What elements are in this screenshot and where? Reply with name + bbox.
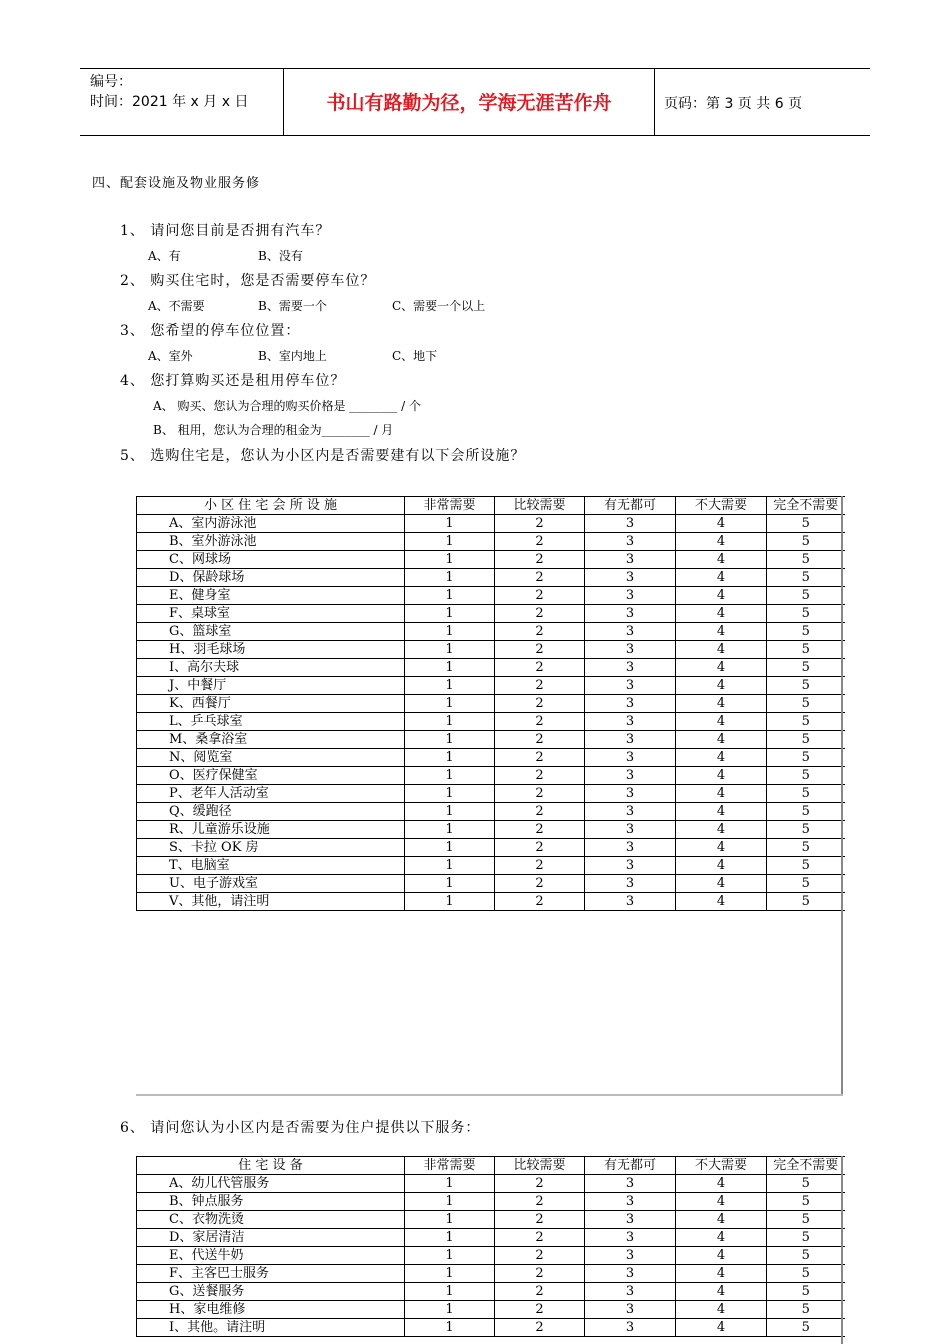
rating-cell[interactable]: 3 bbox=[585, 695, 676, 713]
rating-cell[interactable]: 2 bbox=[495, 551, 585, 569]
rating-cell[interactable]: 3 bbox=[585, 677, 676, 695]
header-divider-left bbox=[283, 68, 284, 136]
table-row bbox=[137, 659, 845, 677]
services-frame-right bbox=[841, 1156, 843, 1344]
rating-cell[interactable]: 2 bbox=[495, 695, 585, 713]
rating-cell[interactable]: 3 bbox=[585, 1247, 676, 1265]
rating-cell[interactable]: 1 bbox=[405, 623, 495, 641]
rating-cell[interactable]: 2 bbox=[495, 623, 585, 641]
rating-cell[interactable]: 5 bbox=[767, 1247, 845, 1265]
rating-cell[interactable]: 4 bbox=[676, 1175, 767, 1193]
rating-cell[interactable]: 5 bbox=[767, 839, 845, 857]
rating-cell[interactable]: 5 bbox=[767, 785, 845, 803]
rating-cell[interactable]: 3 bbox=[585, 749, 676, 767]
rating-cell[interactable]: 1 bbox=[405, 1283, 495, 1301]
rating-cell[interactable]: 4 bbox=[676, 1283, 767, 1301]
rating-cell[interactable]: 4 bbox=[676, 551, 767, 569]
q2-option-a[interactable]: A、不需要 bbox=[148, 299, 205, 313]
q1-option-a[interactable]: A、有 bbox=[148, 249, 181, 263]
rating-cell[interactable]: 3 bbox=[585, 1301, 676, 1319]
rating-cell[interactable]: 4 bbox=[676, 1301, 767, 1319]
row-label: D、保龄球场 bbox=[137, 569, 405, 587]
table-row bbox=[137, 1283, 845, 1301]
rating-cell[interactable]: 1 bbox=[405, 1319, 495, 1337]
table-row bbox=[137, 1229, 845, 1247]
header-cell-rating: 完全不需要 bbox=[767, 1157, 845, 1175]
rating-cell[interactable]: 2 bbox=[495, 731, 585, 749]
header-top-rule bbox=[80, 68, 870, 69]
rating-cell[interactable]: 2 bbox=[495, 749, 585, 767]
rating-cell[interactable]: 3 bbox=[585, 641, 676, 659]
rating-cell[interactable]: 4 bbox=[676, 623, 767, 641]
row-label: H、羽毛球场 bbox=[137, 641, 405, 659]
table-row bbox=[137, 767, 845, 785]
table-row bbox=[137, 1211, 845, 1229]
rating-cell[interactable]: 1 bbox=[405, 893, 495, 911]
row-label: V、其他，请注明 bbox=[137, 893, 405, 911]
rating-cell[interactable]: 2 bbox=[495, 1247, 585, 1265]
row-label: C、网球场 bbox=[137, 551, 405, 569]
row-label: G、篮球室 bbox=[137, 623, 405, 641]
row-label: E、健身室 bbox=[137, 587, 405, 605]
table-row bbox=[137, 713, 845, 731]
row-label: C、衣物洗烫 bbox=[137, 1211, 405, 1229]
q4-option-buy[interactable]: A、 购买、您认为合理的购买价格是 ________ / 个 bbox=[153, 399, 421, 413]
row-label: P、老年人活动室 bbox=[137, 785, 405, 803]
rating-cell[interactable]: 2 bbox=[495, 587, 585, 605]
rating-cell[interactable]: 4 bbox=[676, 821, 767, 839]
table-row bbox=[137, 821, 845, 839]
header-cell-item: 住 宅 设 备 bbox=[137, 1157, 405, 1175]
rating-cell[interactable]: 4 bbox=[676, 677, 767, 695]
table-row bbox=[137, 785, 845, 803]
table-row bbox=[137, 803, 845, 821]
page-number: 页码：第 3 页 共 6 页 bbox=[664, 96, 803, 112]
rating-cell[interactable]: 4 bbox=[676, 569, 767, 587]
rating-cell[interactable]: 4 bbox=[676, 713, 767, 731]
table-row bbox=[137, 605, 845, 623]
row-label: F、桌球室 bbox=[137, 605, 405, 623]
rating-cell[interactable]: 1 bbox=[405, 821, 495, 839]
rating-cell[interactable]: 2 bbox=[495, 1301, 585, 1319]
rating-cell[interactable]: 3 bbox=[585, 659, 676, 677]
rating-cell[interactable]: 3 bbox=[585, 533, 676, 551]
table-row bbox=[137, 1319, 845, 1337]
table-row bbox=[137, 533, 845, 551]
rating-cell[interactable]: 3 bbox=[585, 1211, 676, 1229]
row-label: G、送餐服务 bbox=[137, 1283, 405, 1301]
table-row bbox=[137, 749, 845, 767]
rating-cell[interactable]: 1 bbox=[405, 641, 495, 659]
rating-cell[interactable]: 1 bbox=[405, 803, 495, 821]
row-label: A、幼儿代管服务 bbox=[137, 1175, 405, 1193]
rating-cell[interactable]: 1 bbox=[405, 659, 495, 677]
rating-cell[interactable]: 4 bbox=[676, 515, 767, 533]
rating-cell[interactable]: 3 bbox=[585, 569, 676, 587]
question-6: 6、 请问您认为小区内是否需要为住户提供以下服务： bbox=[120, 1120, 481, 1136]
question-4: 4、 您打算购买还是租用停车位？ bbox=[120, 373, 346, 389]
row-label: T、电脑室 bbox=[137, 857, 405, 875]
question-3: 3、 您希望的停车位位置： bbox=[120, 323, 301, 339]
facilities-header-row bbox=[137, 497, 845, 515]
services-header-row bbox=[137, 1157, 845, 1175]
rating-cell[interactable]: 5 bbox=[767, 731, 845, 749]
rating-cell[interactable]: 5 bbox=[767, 821, 845, 839]
header-cell-rating: 有无都可 bbox=[585, 497, 676, 515]
rating-cell[interactable]: 2 bbox=[495, 533, 585, 551]
rating-cell[interactable]: 5 bbox=[767, 1229, 845, 1247]
rating-cell[interactable]: 5 bbox=[767, 1265, 845, 1283]
rating-cell[interactable]: 3 bbox=[585, 875, 676, 893]
rating-cell[interactable]: 3 bbox=[585, 839, 676, 857]
header-cell-rating: 比较需要 bbox=[495, 497, 585, 515]
table-row bbox=[137, 1301, 845, 1319]
row-label: B、钟点服务 bbox=[137, 1193, 405, 1211]
rating-cell[interactable]: 5 bbox=[767, 533, 845, 551]
header-motto: 书山有路勤为径，学海无涯苦作舟 bbox=[326, 92, 612, 114]
rating-cell[interactable]: 2 bbox=[495, 569, 585, 587]
rating-cell[interactable]: 3 bbox=[585, 587, 676, 605]
rating-cell[interactable]: 5 bbox=[767, 1319, 845, 1337]
table-row bbox=[137, 641, 845, 659]
rating-cell[interactable]: 5 bbox=[767, 803, 845, 821]
rating-cell[interactable]: 3 bbox=[585, 623, 676, 641]
rating-cell[interactable]: 1 bbox=[405, 1247, 495, 1265]
facilities-frame-right bbox=[841, 496, 843, 1096]
rating-cell[interactable]: 3 bbox=[585, 731, 676, 749]
table-row bbox=[137, 551, 845, 569]
facilities-table bbox=[136, 496, 845, 911]
rating-cell[interactable]: 4 bbox=[676, 857, 767, 875]
rating-cell[interactable]: 3 bbox=[585, 605, 676, 623]
rating-cell[interactable]: 1 bbox=[405, 1301, 495, 1319]
rating-cell[interactable]: 1 bbox=[405, 605, 495, 623]
q2-option-b[interactable]: B、需要一个 bbox=[258, 299, 327, 313]
rating-cell[interactable]: 1 bbox=[405, 1193, 495, 1211]
rating-cell[interactable]: 5 bbox=[767, 1283, 845, 1301]
rating-cell[interactable]: 4 bbox=[676, 605, 767, 623]
rating-cell[interactable]: 3 bbox=[585, 767, 676, 785]
rating-cell[interactable]: 2 bbox=[495, 713, 585, 731]
row-label: R、儿童游乐设施 bbox=[137, 821, 405, 839]
rating-cell[interactable]: 1 bbox=[405, 551, 495, 569]
table-row bbox=[137, 893, 845, 911]
rating-cell[interactable]: 1 bbox=[405, 695, 495, 713]
rating-cell[interactable]: 5 bbox=[767, 515, 845, 533]
rating-cell[interactable]: 4 bbox=[676, 893, 767, 911]
rating-cell[interactable]: 1 bbox=[405, 587, 495, 605]
rating-cell[interactable]: 5 bbox=[767, 875, 845, 893]
row-label: I、高尔夫球 bbox=[137, 659, 405, 677]
rating-cell[interactable]: 2 bbox=[495, 767, 585, 785]
rating-cell[interactable]: 5 bbox=[767, 713, 845, 731]
rating-cell[interactable]: 1 bbox=[405, 533, 495, 551]
rating-cell[interactable]: 4 bbox=[676, 1211, 767, 1229]
rating-cell[interactable]: 2 bbox=[495, 1283, 585, 1301]
rating-cell[interactable]: 2 bbox=[495, 875, 585, 893]
rating-cell[interactable]: 2 bbox=[495, 803, 585, 821]
rating-cell[interactable]: 5 bbox=[767, 569, 845, 587]
rating-cell[interactable]: 2 bbox=[495, 1193, 585, 1211]
q3-option-b[interactable]: B、室内地上 bbox=[258, 349, 327, 363]
rating-cell[interactable]: 4 bbox=[676, 875, 767, 893]
table-row bbox=[137, 695, 845, 713]
rating-cell[interactable]: 2 bbox=[495, 1265, 585, 1283]
row-label: D、家居清洁 bbox=[137, 1229, 405, 1247]
rating-cell[interactable]: 2 bbox=[495, 659, 585, 677]
rating-cell[interactable]: 2 bbox=[495, 1229, 585, 1247]
rating-cell[interactable]: 4 bbox=[676, 803, 767, 821]
table-row bbox=[137, 623, 845, 641]
rating-cell[interactable]: 2 bbox=[495, 821, 585, 839]
rating-cell[interactable]: 5 bbox=[767, 857, 845, 875]
rating-cell[interactable]: 2 bbox=[495, 605, 585, 623]
time-label: 时间：2021 年 x 月 x 日 bbox=[90, 94, 249, 110]
rating-cell[interactable]: 1 bbox=[405, 1175, 495, 1193]
rating-cell[interactable]: 5 bbox=[767, 893, 845, 911]
rating-cell[interactable]: 2 bbox=[495, 641, 585, 659]
rating-cell[interactable]: 3 bbox=[585, 1229, 676, 1247]
rating-cell[interactable]: 1 bbox=[405, 1229, 495, 1247]
row-label: N、阅览室 bbox=[137, 749, 405, 767]
header-cell-rating: 完全不需要 bbox=[767, 497, 845, 515]
rating-cell[interactable]: 4 bbox=[676, 641, 767, 659]
rating-cell[interactable]: 4 bbox=[676, 659, 767, 677]
rating-cell[interactable]: 3 bbox=[585, 515, 676, 533]
rating-cell[interactable]: 2 bbox=[495, 1175, 585, 1193]
table-row bbox=[137, 569, 845, 587]
header-cell-rating: 非常需要 bbox=[405, 497, 495, 515]
row-label: L、乒乓球室 bbox=[137, 713, 405, 731]
rating-cell[interactable]: 3 bbox=[585, 893, 676, 911]
rating-cell[interactable]: 4 bbox=[676, 587, 767, 605]
rating-cell[interactable]: 3 bbox=[585, 821, 676, 839]
rating-cell[interactable]: 1 bbox=[405, 569, 495, 587]
rating-cell[interactable]: 2 bbox=[495, 1211, 585, 1229]
table-row bbox=[137, 857, 845, 875]
rating-cell[interactable]: 5 bbox=[767, 1193, 845, 1211]
table-row bbox=[137, 839, 845, 857]
rating-cell[interactable]: 5 bbox=[767, 677, 845, 695]
table-row bbox=[137, 1175, 845, 1193]
row-label: O、医疗保健室 bbox=[137, 767, 405, 785]
rating-cell[interactable]: 4 bbox=[676, 1319, 767, 1337]
rating-cell[interactable]: 3 bbox=[585, 1283, 676, 1301]
rating-cell[interactable]: 4 bbox=[676, 767, 767, 785]
rating-cell[interactable]: 3 bbox=[585, 713, 676, 731]
header-cell-rating: 不大需要 bbox=[676, 1157, 767, 1175]
header-cell-rating: 比较需要 bbox=[495, 1157, 585, 1175]
row-label: U、电子游戏室 bbox=[137, 875, 405, 893]
rating-cell[interactable]: 1 bbox=[405, 731, 495, 749]
row-label: K、西餐厅 bbox=[137, 695, 405, 713]
table-row bbox=[137, 1265, 845, 1283]
rating-cell[interactable]: 4 bbox=[676, 785, 767, 803]
rating-cell[interactable]: 1 bbox=[405, 785, 495, 803]
q3-option-a[interactable]: A、室外 bbox=[148, 349, 193, 363]
row-label: I、其他。请注明 bbox=[137, 1319, 405, 1337]
rating-cell[interactable]: 3 bbox=[585, 803, 676, 821]
rating-cell[interactable]: 5 bbox=[767, 623, 845, 641]
q2-option-c[interactable]: C、需要一个以上 bbox=[392, 299, 486, 313]
rating-cell[interactable]: 1 bbox=[405, 749, 495, 767]
section-title: 四、配套设施及物业服务修 bbox=[92, 176, 261, 191]
rating-cell[interactable]: 1 bbox=[405, 1211, 495, 1229]
rating-cell[interactable]: 3 bbox=[585, 1319, 676, 1337]
rating-cell[interactable]: 1 bbox=[405, 515, 495, 533]
rating-cell[interactable]: 4 bbox=[676, 1229, 767, 1247]
header-cell-rating: 非常需要 bbox=[405, 1157, 495, 1175]
code-label: 编号： bbox=[90, 74, 132, 90]
rating-cell[interactable]: 3 bbox=[585, 1265, 676, 1283]
rating-cell[interactable]: 3 bbox=[585, 551, 676, 569]
rating-cell[interactable]: 1 bbox=[405, 1265, 495, 1283]
question-2: 2、 购买住宅时，您是否需要停车位？ bbox=[120, 273, 376, 289]
rating-cell[interactable]: 4 bbox=[676, 749, 767, 767]
question-5: 5、 选购住宅是，您认为小区内是否需要建有以下会所设施？ bbox=[120, 448, 526, 464]
rating-cell[interactable]: 4 bbox=[676, 1265, 767, 1283]
table-row bbox=[137, 1247, 845, 1265]
q3-option-c[interactable]: C、地下 bbox=[392, 349, 438, 363]
rating-cell[interactable]: 2 bbox=[495, 1319, 585, 1337]
rating-cell[interactable]: 1 bbox=[405, 713, 495, 731]
rating-cell[interactable]: 4 bbox=[676, 1193, 767, 1211]
rating-cell[interactable]: 5 bbox=[767, 767, 845, 785]
rating-cell[interactable]: 4 bbox=[676, 731, 767, 749]
table-row bbox=[137, 875, 845, 893]
table-row bbox=[137, 587, 845, 605]
rating-cell[interactable]: 1 bbox=[405, 767, 495, 785]
rating-cell[interactable]: 1 bbox=[405, 677, 495, 695]
rating-cell[interactable]: 2 bbox=[495, 893, 585, 911]
row-label: A、室内游泳池 bbox=[137, 515, 405, 533]
q1-option-b[interactable]: B、没有 bbox=[258, 249, 303, 263]
rating-cell[interactable]: 2 bbox=[495, 857, 585, 875]
rating-cell[interactable]: 5 bbox=[767, 695, 845, 713]
header-cell-item: 小 区 住 宅 会 所 设 施 bbox=[137, 497, 405, 515]
rating-cell[interactable]: 3 bbox=[585, 857, 676, 875]
rating-cell[interactable]: 2 bbox=[495, 515, 585, 533]
table-row bbox=[137, 1193, 845, 1211]
rating-cell[interactable]: 3 bbox=[585, 1175, 676, 1193]
rating-cell[interactable]: 5 bbox=[767, 587, 845, 605]
header-divider-right bbox=[654, 68, 655, 136]
rating-cell[interactable]: 1 bbox=[405, 857, 495, 875]
row-label: Q、缓跑径 bbox=[137, 803, 405, 821]
header-bottom-rule bbox=[80, 135, 870, 136]
row-label: J、中餐厅 bbox=[137, 677, 405, 695]
rating-cell[interactable]: 4 bbox=[676, 695, 767, 713]
header-cell-rating: 不大需要 bbox=[676, 497, 767, 515]
rating-cell[interactable]: 5 bbox=[767, 1301, 845, 1319]
rating-cell[interactable]: 4 bbox=[676, 533, 767, 551]
table-row bbox=[137, 677, 845, 695]
row-label: M、桑拿浴室 bbox=[137, 731, 405, 749]
header-cell-rating: 有无都可 bbox=[585, 1157, 676, 1175]
rating-cell[interactable]: 2 bbox=[495, 839, 585, 857]
row-label: H、家电维修 bbox=[137, 1301, 405, 1319]
rating-cell[interactable]: 5 bbox=[767, 749, 845, 767]
table-row bbox=[137, 515, 845, 533]
row-label: F、主客巴士服务 bbox=[137, 1265, 405, 1283]
q4-option-rent[interactable]: B、 租用，您认为合理的租金为________ / 月 bbox=[153, 423, 394, 437]
services-table bbox=[136, 1156, 845, 1337]
row-label: B、室外游泳池 bbox=[137, 533, 405, 551]
rating-cell[interactable]: 3 bbox=[585, 1193, 676, 1211]
rating-cell[interactable]: 5 bbox=[767, 605, 845, 623]
rating-cell[interactable]: 1 bbox=[405, 875, 495, 893]
rating-cell[interactable]: 4 bbox=[676, 1247, 767, 1265]
rating-cell[interactable]: 5 bbox=[767, 1175, 845, 1193]
facilities-frame-bottom bbox=[136, 1094, 843, 1096]
row-label: E、代送牛奶 bbox=[137, 1247, 405, 1265]
rating-cell[interactable]: 5 bbox=[767, 551, 845, 569]
rating-cell[interactable]: 3 bbox=[585, 785, 676, 803]
rating-cell[interactable]: 2 bbox=[495, 785, 585, 803]
rating-cell[interactable]: 5 bbox=[767, 641, 845, 659]
question-1: 1、 请问您目前是否拥有汽车？ bbox=[120, 223, 331, 239]
header-meta bbox=[90, 72, 248, 112]
rating-cell[interactable]: 4 bbox=[676, 839, 767, 857]
rating-cell[interactable]: 2 bbox=[495, 677, 585, 695]
table-row bbox=[137, 731, 845, 749]
row-label: S、卡拉 OK 房 bbox=[137, 839, 405, 857]
rating-cell[interactable]: 5 bbox=[767, 1211, 845, 1229]
rating-cell[interactable]: 5 bbox=[767, 659, 845, 677]
rating-cell[interactable]: 1 bbox=[405, 839, 495, 857]
